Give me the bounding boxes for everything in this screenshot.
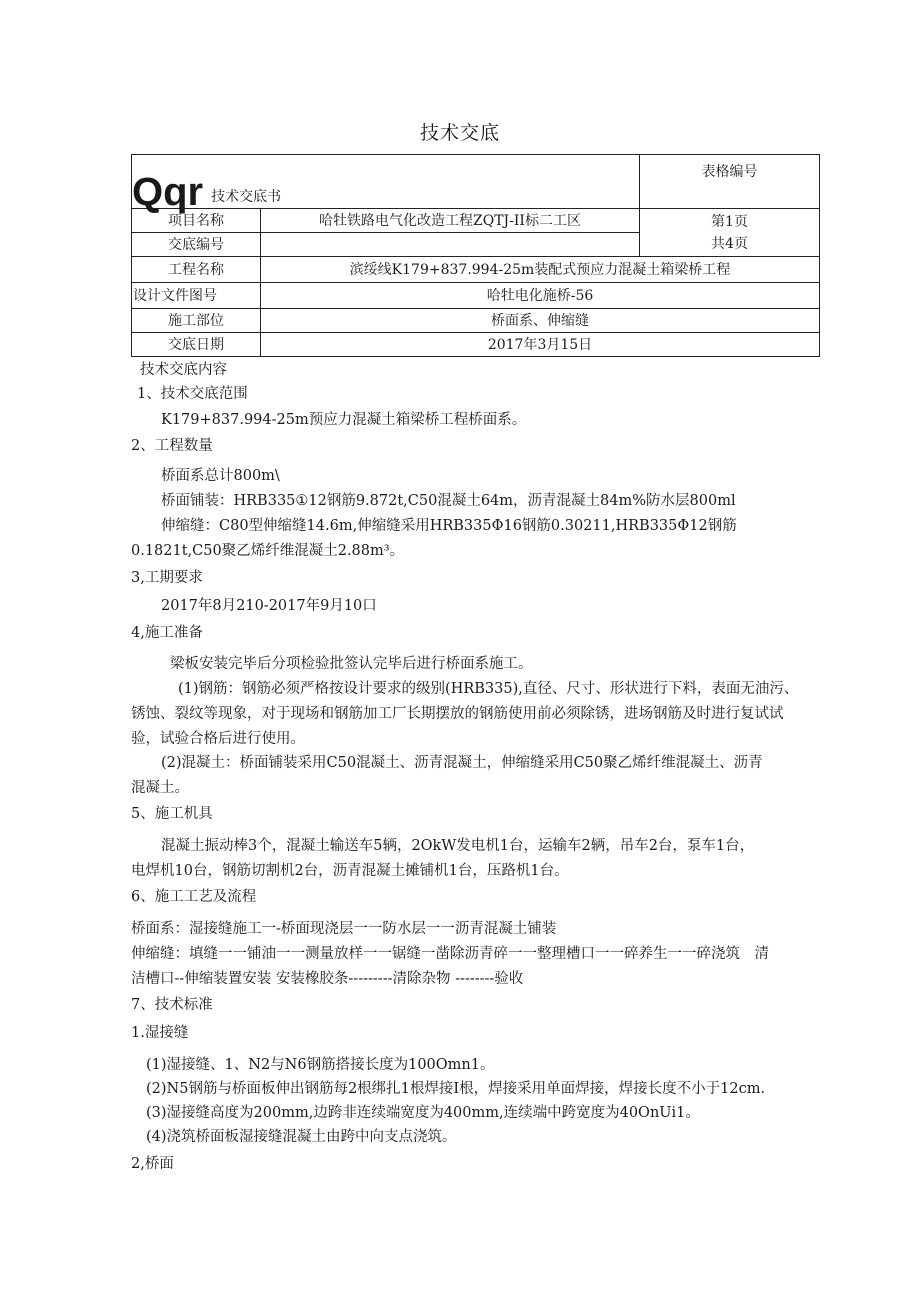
document-title: 技术交底 xyxy=(419,122,500,144)
section-1-title: 1、技术交底范围 xyxy=(137,386,248,402)
section-7-title: 7、技术标准 xyxy=(131,997,213,1013)
section-7-1-line-2: (2)N5钢筋与桥面板伸出钢筋每2根绑扎1根焊接I根，焊接采用单面焊接，焊接长度不小于12cm. xyxy=(146,1081,766,1097)
section-6-title: 6、施工工艺及流程 xyxy=(131,889,257,905)
section-4-line-1: 梁板安装完毕后分项检验批签认完毕后进行桥面系施工。 xyxy=(170,656,533,672)
page-total: 共4页 xyxy=(711,235,748,252)
section-5-title: 5、施工机具 xyxy=(131,806,213,822)
section-6-line-2: 伸缩缝：填缝一一铺油一一测量放样一一锯缝一凿除沥青碎一一整理槽口一一碎养生一一碎浇筑 清 xyxy=(131,946,769,962)
section-2-line-2: 桥面铺装：HRB335①12钢筋9.872t,C50混凝土64m，沥青混凝土84m%防水层800ml xyxy=(161,493,736,509)
content-heading: 技术交底内容 xyxy=(140,362,227,378)
page-info xyxy=(640,209,820,257)
engineering-name-value: 滨绥线K179+837.994-25m装配式预应力混凝土箱梁桥工程 xyxy=(261,257,820,283)
section-3-text: 2017年8月210-2017年9月10口 xyxy=(161,598,377,614)
section-4-line-3: 锈蚀、裂纹等现象，对于现场和钢筋加工厂长期摆放的钢筋使用前必须除锈，进场钢筋及时进行复试试 xyxy=(131,706,784,722)
construction-part-value: 桥面系、伸缩缝 xyxy=(261,309,820,333)
section-7-1-line-1: (1)湿接缝、1、N2与N6钢筋搭接长度为100Omn1。 xyxy=(146,1057,495,1073)
page-number: 第1页 xyxy=(711,213,748,230)
section-3-title: 3,工期要求 xyxy=(131,570,203,586)
section-7-1-line-3: (3)湿接缝高度为200mm,边跨非连续端宽度为400mm,连续端中跨宽度为40OnUi1。 xyxy=(146,1105,700,1121)
section-4-line-2: (1)钢筋：钢筋必须严格按设计要求的级别(HRB335),直径、尺寸、形状进行下料，表面无油污、 xyxy=(178,681,799,697)
engineering-name-label: 工程名称 xyxy=(132,257,261,283)
section-4-title: 4,施工准备 xyxy=(131,625,203,641)
section-5-line-1: 混凝土振动棒3个，混凝土输送车5辆，2OkW发电机1台，运输车2辆，吊车2台，泵车1台， xyxy=(161,838,755,854)
construction-part-label: 施工部位 xyxy=(132,309,261,333)
handover-no-value xyxy=(261,233,640,257)
section-2-line-1: 桥面系总计800m\ xyxy=(161,468,280,484)
section-6-line-1: 桥面系：湿接缝施工一-桥面现浇层一一防水层一一沥青混凝土铺装 xyxy=(131,921,557,937)
section-7-1-title: 1.湿接缝 xyxy=(131,1025,189,1041)
section-4-line-6: 混凝土。 xyxy=(131,780,189,796)
section-5-line-2: 电焊机10台，钢筋切割机2台，沥青混凝土摊铺机1台，压路机1台。 xyxy=(131,863,569,879)
handover-date-value: 2017年3月15日 xyxy=(261,333,820,357)
handover-no-label: 交底编号 xyxy=(132,233,261,257)
drawing-no-label: 设计文件图号 xyxy=(132,283,261,309)
form-number-label: 表格编号 xyxy=(640,155,820,209)
project-name-value: 哈牡铁路电气化改造工程ZQTJ-II标二工区 xyxy=(261,209,640,233)
section-2-title: 2、工程数量 xyxy=(131,438,213,454)
section-4-line-4: 验，试验合格后进行使用。 xyxy=(131,731,305,747)
logo: Qqr xyxy=(132,170,204,214)
section-4-line-5: (2)混凝土：桥面铺装采用C50混凝土、沥青混凝土，伸缩缝采用C50聚乙烯纤维混凝土、沥青 xyxy=(161,755,763,771)
logo-cell xyxy=(132,155,640,214)
section-2-line-3: 伸缩缝：C80型伸缩缝14.6m,伸缩缝采用HRB335Φ16钢筋0.30211,HRB335Φ12钢筋 xyxy=(161,518,737,534)
section-1-text: K179+837.994-25m预应力混凝土箱梁桥工程桥面系。 xyxy=(161,412,527,428)
section-7-1-line-4: (4)浇筑桥面板湿接缝混凝土由跨中向支点浇筑。 xyxy=(146,1129,457,1145)
section-6-line-3: 洁槽口--伸缩装置安装 安装橡胶条---------清除杂物 --------验收 xyxy=(131,971,524,987)
header-table xyxy=(131,154,820,357)
section-2-line-4: 0.1821t,C50聚乙烯纤维混凝土2.88m³。 xyxy=(131,543,405,559)
handover-date-label: 交底日期 xyxy=(132,333,261,357)
project-name-label: 项目名称 xyxy=(132,209,261,233)
logo-subtitle: 技术交底书 xyxy=(211,189,282,205)
section-7-2-title: 2,桥面 xyxy=(131,1156,174,1172)
drawing-no-value: 哈牡电化施桥-56 xyxy=(261,283,820,309)
